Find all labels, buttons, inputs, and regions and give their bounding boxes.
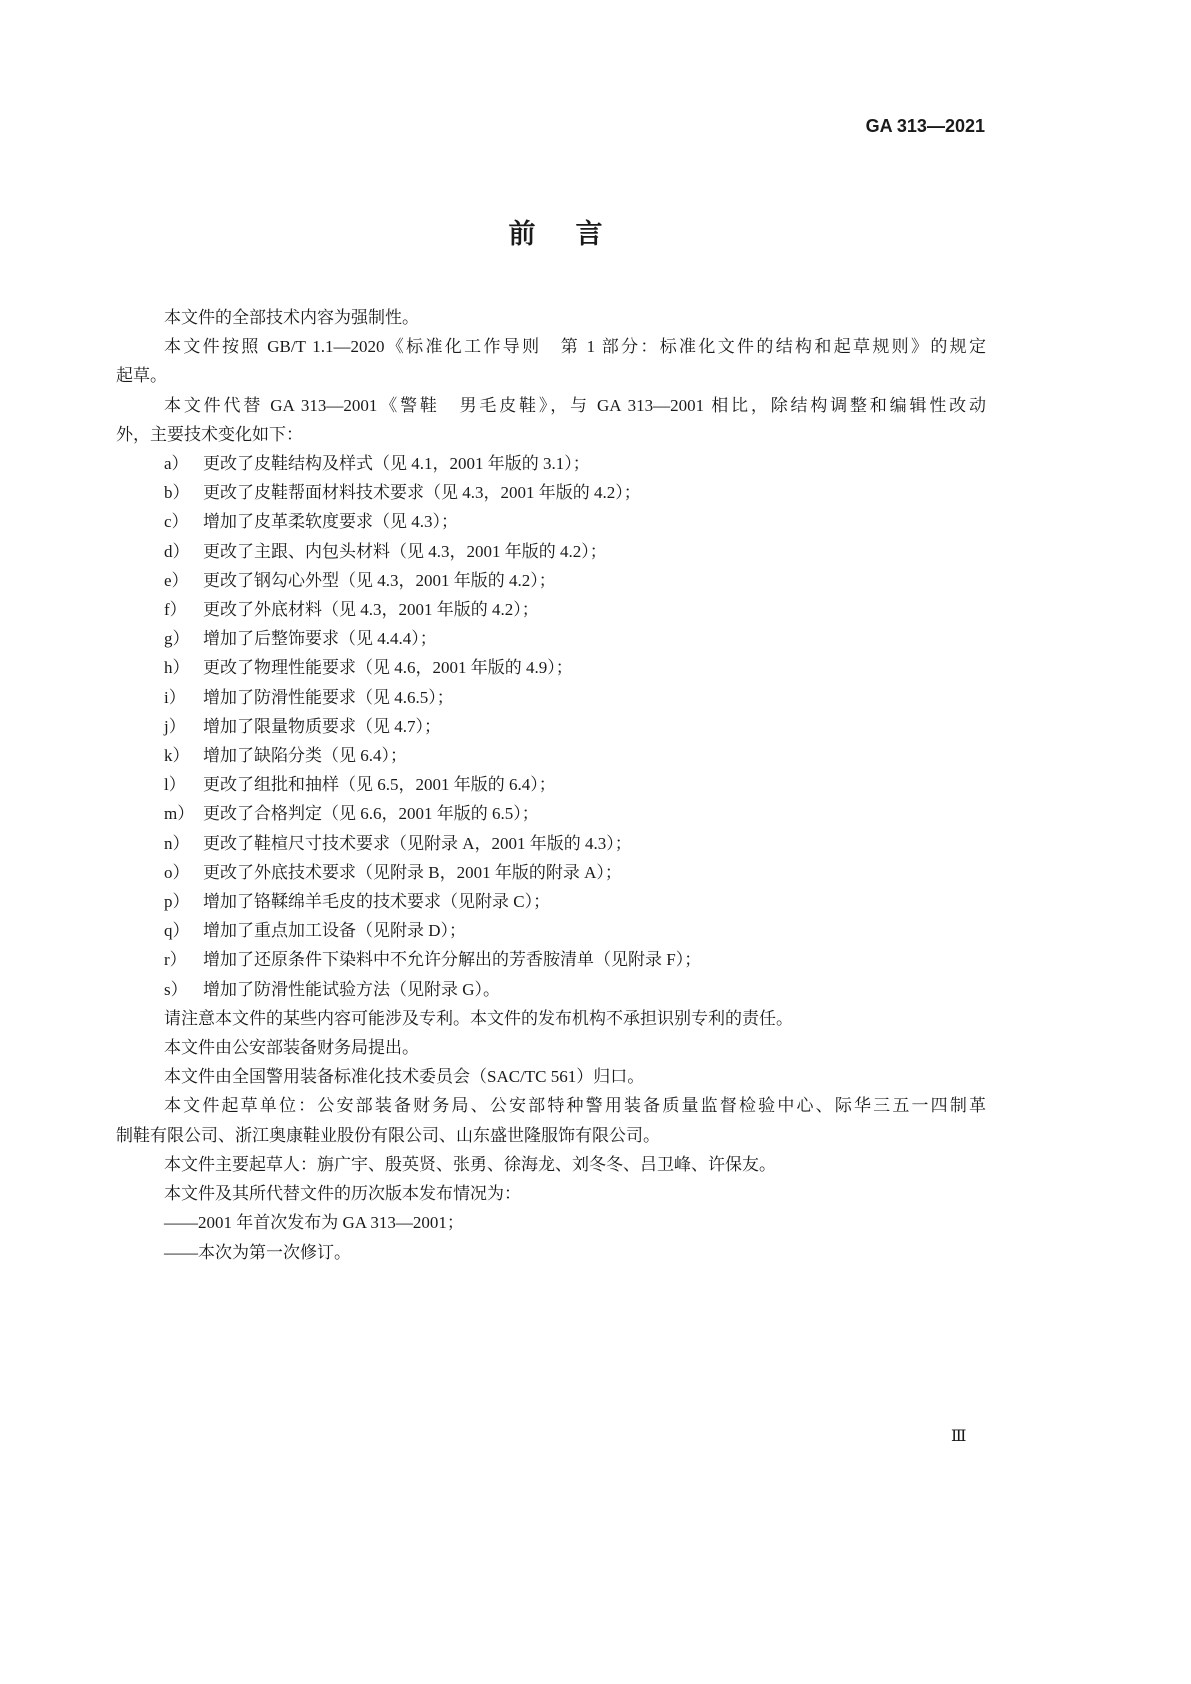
change-item-label: p） bbox=[164, 892, 190, 912]
change-item bbox=[164, 712, 986, 741]
change-item-text: 更改了皮鞋帮面材料技术要求（见 4.3，2001 年版的 4.2）； bbox=[203, 483, 641, 503]
change-item-label: l） bbox=[164, 775, 186, 795]
change-item-label: h） bbox=[164, 658, 190, 678]
page-title: 前言 bbox=[508, 219, 643, 250]
change-item-text: 增加了皮革柔软度要求（见 4.3）； bbox=[203, 512, 458, 532]
paragraph-proposer: 本文件由公安部装备财务局提出。 bbox=[164, 1038, 419, 1058]
change-item-label: q） bbox=[164, 921, 190, 941]
line: 外，主要技术变化如下： bbox=[116, 424, 303, 444]
change-item-text: 增加了重点加工设备（见附录 D）； bbox=[203, 921, 467, 941]
change-item bbox=[164, 653, 986, 682]
change-item-label: b） bbox=[164, 483, 190, 503]
change-item bbox=[164, 507, 986, 536]
paragraph-drafting-units bbox=[116, 1091, 986, 1149]
change-item bbox=[164, 537, 986, 566]
history-item: ——本次为第一次修订。 bbox=[164, 1242, 351, 1262]
change-item-label: g） bbox=[164, 629, 190, 649]
change-item-text: 增加了后整饰要求（见 4.4.4）； bbox=[203, 629, 437, 649]
change-item-label: i） bbox=[164, 687, 186, 707]
document-number: GA 313—2021 bbox=[865, 116, 985, 136]
change-item bbox=[164, 595, 986, 624]
change-item bbox=[164, 478, 986, 507]
line: 本文件起草单位：公安部装备财务局、公安部特种警用装备质量监督检验中心、际华三五一四制革 bbox=[164, 1096, 986, 1116]
paragraph-patent: 请注意本文件的某些内容可能涉及专利。本文件的发布机构不承担识别专利的责任。 bbox=[164, 1008, 793, 1028]
change-item-label: k） bbox=[164, 746, 190, 766]
change-item-text: 增加了限量物质要求（见 4.7）； bbox=[203, 716, 441, 736]
change-item-text: 更改了物理性能要求（见 4.6，2001 年版的 4.9）； bbox=[203, 658, 573, 678]
change-item-label: a） bbox=[164, 454, 189, 474]
paragraph-history: 本文件及其所代替文件的历次版本发布情况为： bbox=[164, 1184, 521, 1204]
change-item-text: 增加了还原条件下染料中不允许分解出的芳香胺清单（见附录 F）； bbox=[203, 950, 702, 970]
line: 本文件代替 GA 313—2001《警鞋 男毛皮鞋》，与 GA 313—2001 相比，除结构调整和编辑性改动 bbox=[164, 395, 986, 415]
change-item bbox=[164, 566, 986, 595]
change-item bbox=[164, 449, 986, 478]
change-item-text: 更改了主跟、内包头材料（见 4.3，2001 年版的 4.2）； bbox=[203, 541, 607, 561]
line: 制鞋有限公司、浙江奥康鞋业股份有限公司、山东盛世隆服饰有限公司。 bbox=[116, 1125, 660, 1145]
change-item-label: e） bbox=[164, 570, 189, 590]
change-item bbox=[164, 683, 986, 712]
history-item: ——2001 年首次发布为 GA 313—2001； bbox=[164, 1213, 464, 1233]
change-item-label: d） bbox=[164, 541, 190, 561]
change-item-label: o） bbox=[164, 862, 190, 882]
change-item-text: 增加了缺陷分类（见 6.4）； bbox=[203, 746, 407, 766]
page-number: Ⅲ bbox=[951, 1428, 967, 1445]
change-item bbox=[164, 829, 986, 858]
paragraph-drafters: 本文件主要起草人：旃广宇、殷英贤、张勇、徐海龙、刘冬冬、吕卫峰、许保友。 bbox=[164, 1154, 776, 1174]
change-item-label: s） bbox=[164, 979, 188, 999]
change-item-text: 增加了防滑性能试验方法（见附录 G）。 bbox=[203, 979, 501, 999]
change-item bbox=[164, 624, 986, 653]
change-item bbox=[164, 945, 986, 974]
paragraph-mandatory: 本文件的全部技术内容为强制性。 bbox=[164, 308, 419, 327]
change-item bbox=[164, 799, 986, 828]
change-item-text: 更改了组批和抽样（见 6.5，2001 年版的 6.4）； bbox=[203, 775, 556, 795]
paragraph-drafting-rules bbox=[116, 332, 986, 390]
paragraph-committee: 本文件由全国警用装备标准化技术委员会（SAC/TC 561）归口。 bbox=[164, 1067, 645, 1087]
changes-list bbox=[116, 449, 986, 1004]
change-item-label: c） bbox=[164, 512, 189, 532]
change-item-label: j） bbox=[164, 716, 186, 736]
change-item bbox=[164, 741, 986, 770]
paragraph-replaces bbox=[116, 391, 986, 449]
change-item-text: 更改了合格判定（见 6.6，2001 年版的 6.5）； bbox=[203, 804, 539, 824]
change-item-text: 更改了皮鞋结构及样式（见 4.1，2001 年版的 3.1）； bbox=[203, 454, 590, 474]
line: 起草。 bbox=[116, 366, 167, 386]
change-item bbox=[164, 770, 986, 799]
change-item-text: 增加了防滑性能要求（见 4.6.5）； bbox=[203, 687, 454, 707]
change-item bbox=[164, 916, 986, 945]
change-item-text: 增加了铬鞣绵羊毛皮的技术要求（见附录 C）； bbox=[203, 892, 551, 912]
change-item bbox=[164, 975, 986, 1004]
change-item bbox=[164, 858, 986, 887]
change-item bbox=[164, 887, 986, 916]
change-item-text: 更改了钢勾心外型（见 4.3，2001 年版的 4.2）； bbox=[203, 570, 556, 590]
change-item-text: 更改了外底技术要求（见附录 B，2001 年版的附录 A）； bbox=[203, 862, 622, 882]
line: 本文件按照 GB/T 1.1—2020《标准化工作导则 第 1 部分：标准化文件的结构和起草规则》的规定 bbox=[164, 337, 986, 357]
change-item-text: 更改了外底材料（见 4.3，2001 年版的 4.2）； bbox=[203, 600, 539, 620]
change-item-label: n） bbox=[164, 833, 190, 853]
document-body bbox=[116, 303, 986, 1267]
change-item-label: r） bbox=[164, 950, 187, 970]
change-item-text: 更改了鞋楦尺寸技术要求（见附录 A，2001 年版的 4.3）； bbox=[203, 833, 632, 853]
change-item-label: m） bbox=[164, 804, 195, 824]
change-item-label: f） bbox=[164, 600, 187, 620]
